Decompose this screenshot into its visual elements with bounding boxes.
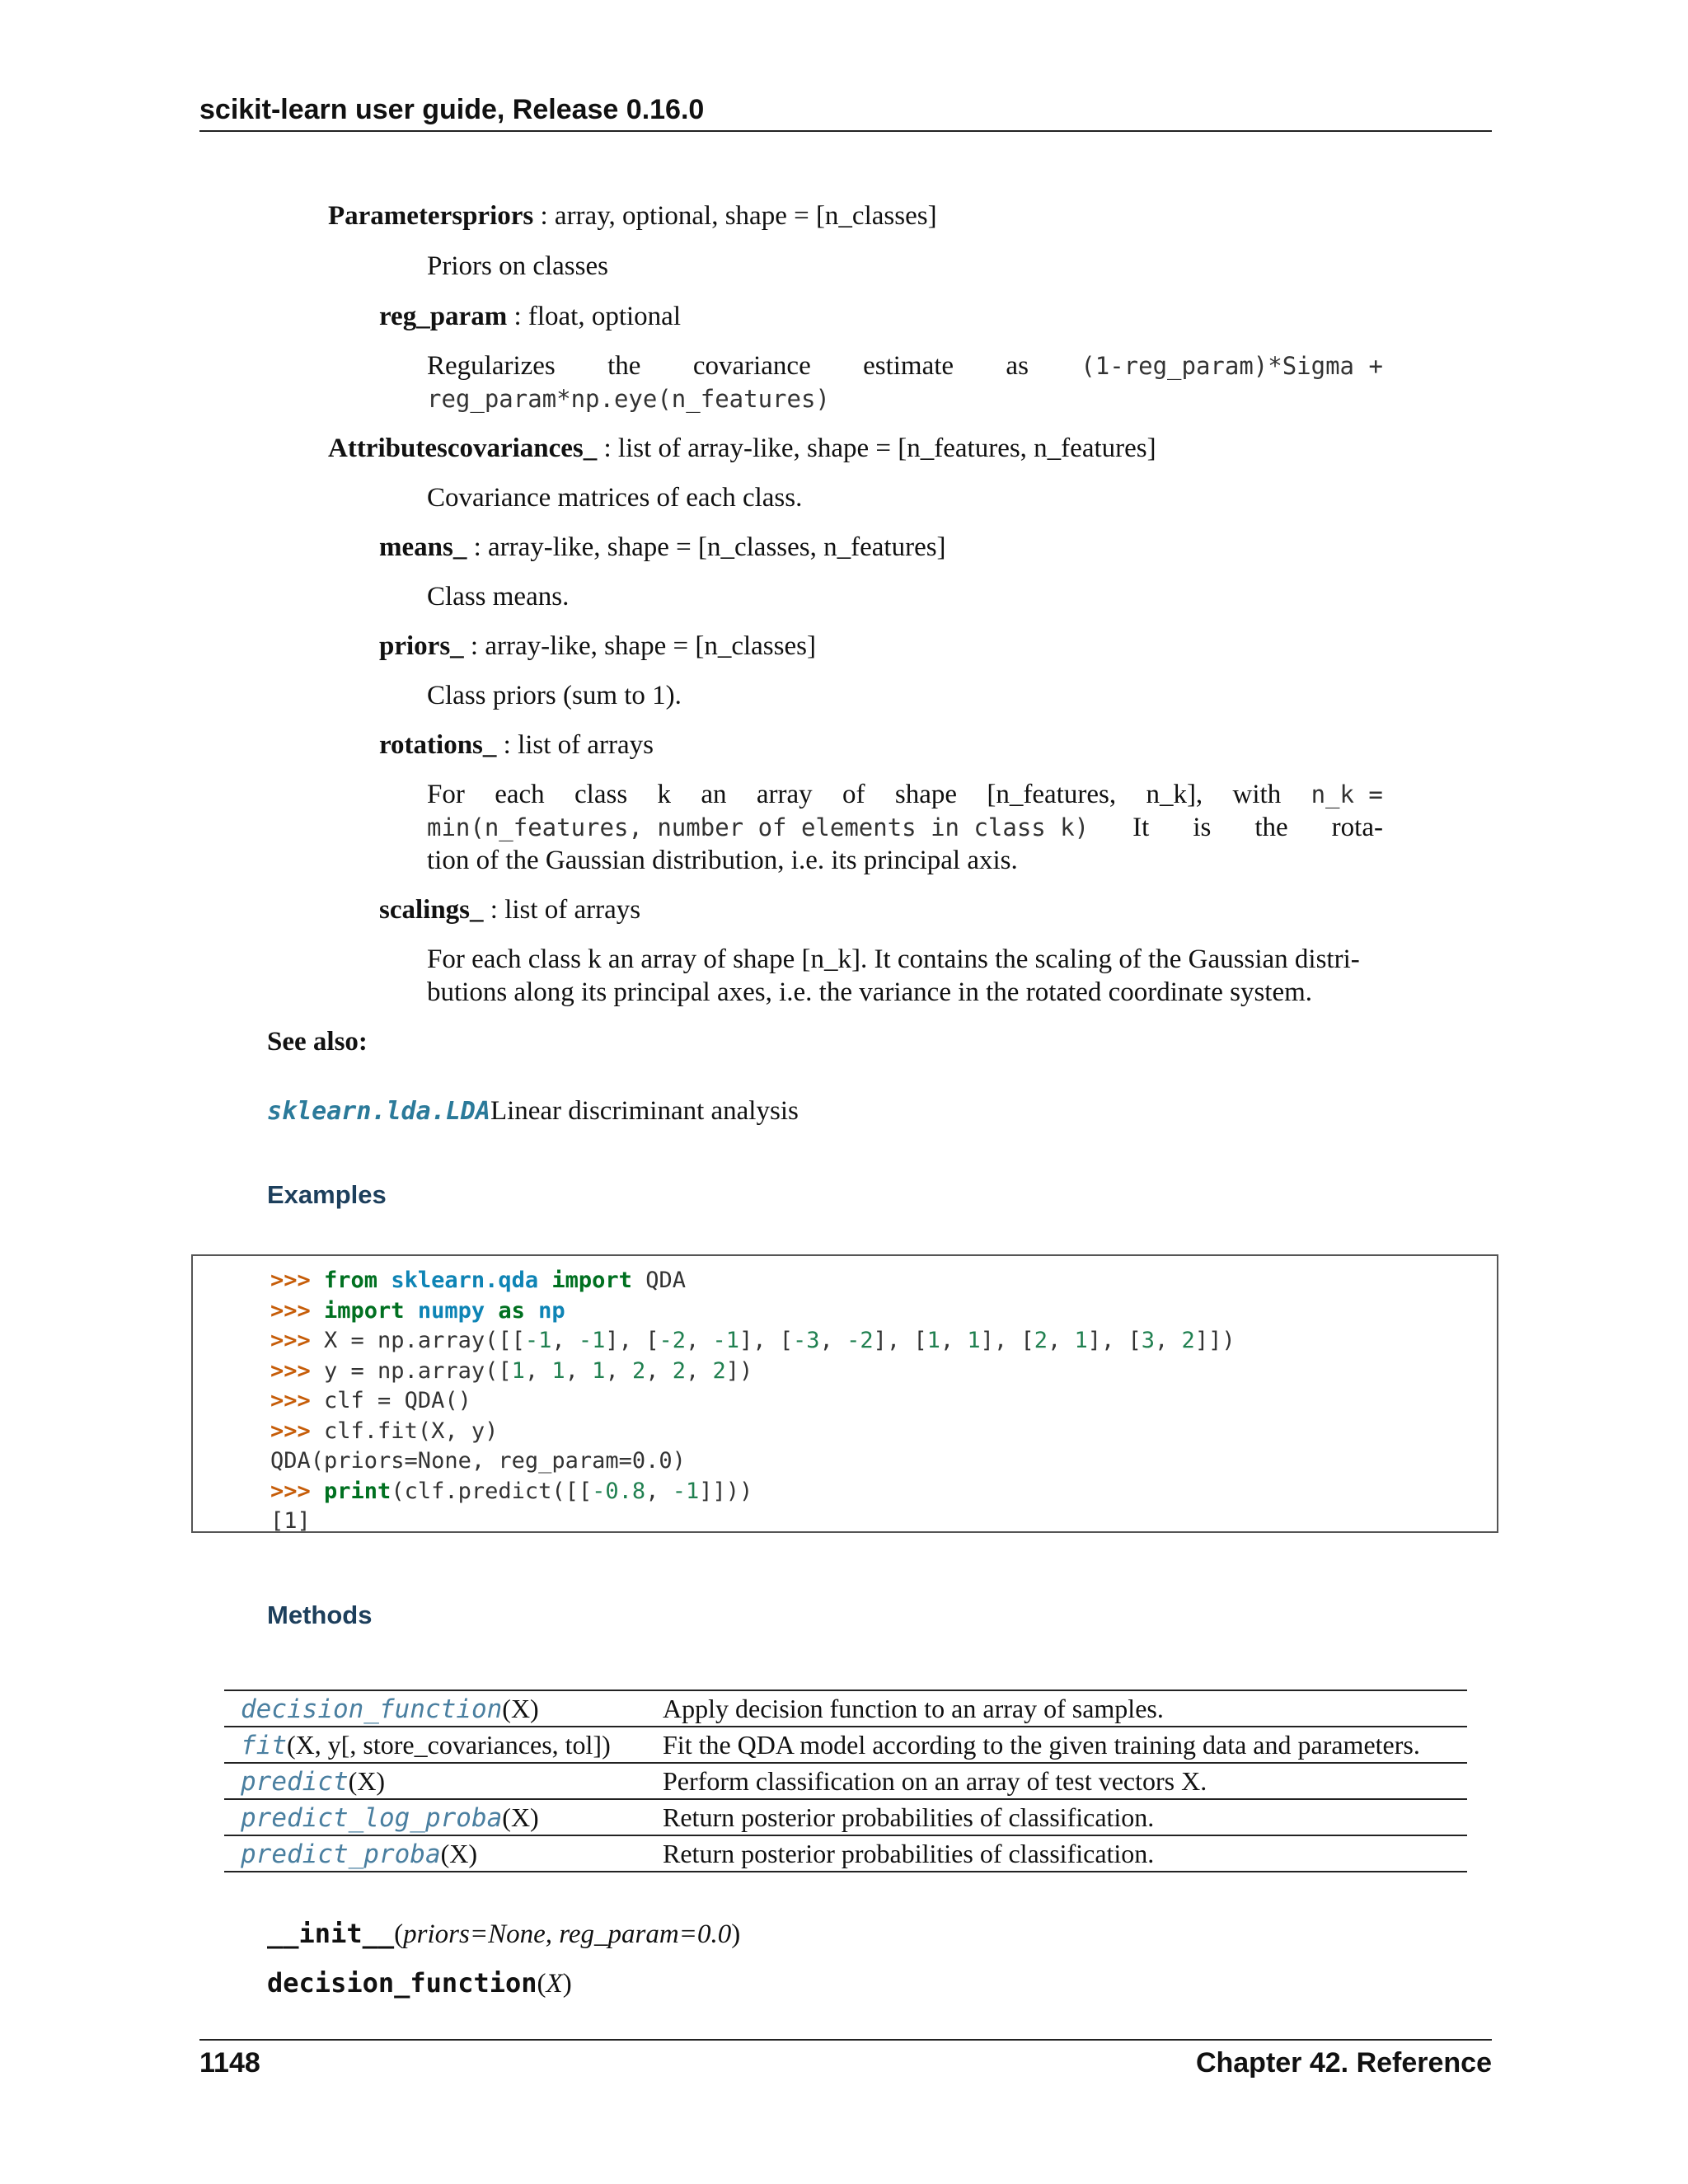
desc-word: an — [701, 780, 727, 809]
signature-decision-function: decision_function(X) — [267, 1967, 572, 1999]
desc-word: n_k], — [1146, 780, 1203, 809]
code-token: import — [551, 1268, 632, 1293]
desc-word: array — [756, 780, 813, 809]
inline-code: min(n_features, number of elements in class k) — [427, 813, 1090, 841]
method-signature-cell — [224, 1763, 646, 1799]
param-reg-param-type: : float, optional — [513, 302, 681, 331]
desc-word: [n_features, — [987, 780, 1117, 809]
code-token: ], [ — [739, 1328, 794, 1353]
code-token: -1 — [712, 1328, 739, 1353]
attr-means-desc: Class means. — [427, 582, 570, 612]
code-token: -3 — [793, 1328, 820, 1353]
code-token: ]) — [725, 1357, 753, 1384]
method-desc: Apply decision function to an array of samples. — [646, 1690, 1467, 1727]
attr-means-type: : array-like, shape = [n_classes, n_features] — [473, 532, 946, 562]
code-token: >>> — [270, 1388, 325, 1413]
code-line — [270, 1357, 753, 1386]
desc-word: shape — [894, 780, 958, 809]
method-link-predict-proba[interactable]: predict_proba — [241, 1840, 441, 1869]
attr-covariances-desc: Covariance matrices of each class. — [427, 483, 803, 513]
table-row — [224, 1835, 1467, 1872]
code-token: clf = QDA() — [324, 1388, 471, 1413]
desc-word: estimate — [863, 351, 954, 381]
attr-covariances-term — [328, 432, 1156, 465]
attr-scalings-desc-line1: For each class k an array of shape [n_k]. It contains the scaling of the Gaussian distri- — [427, 944, 1360, 974]
attr-means-term — [379, 531, 946, 564]
see-also-heading: See also: — [267, 1027, 368, 1057]
code-token: , — [686, 1357, 713, 1384]
code-token: 1 — [1074, 1328, 1088, 1353]
attributes-label: Attributes — [328, 434, 448, 463]
method-desc: Return posterior probabilities of classification. — [646, 1799, 1467, 1835]
code-token — [485, 1298, 498, 1324]
param-priors-name: priors — [462, 201, 534, 231]
code-token: -2 — [659, 1328, 686, 1353]
inline-code: n_k = — [1311, 780, 1383, 808]
param-reg-param-term — [379, 300, 681, 333]
desc-word: as — [1006, 351, 1029, 381]
param-priors-desc: Priors on classes — [427, 251, 608, 281]
method-desc: Fit the QDA model according to the given training data and parameters. — [646, 1727, 1467, 1763]
code-token: , — [605, 1357, 632, 1384]
code-token: 1 — [926, 1328, 940, 1353]
attr-rotations-desc-line1 — [427, 778, 1383, 811]
signature-name: decision_function — [267, 1967, 537, 1999]
attr-covariances-name: covariances_ — [447, 434, 598, 463]
code-line — [270, 1446, 686, 1476]
method-link-predict[interactable]: predict — [241, 1767, 349, 1797]
code-token: >>> — [270, 1297, 325, 1324]
code-token: 2 — [712, 1357, 726, 1384]
code-line — [270, 1386, 471, 1416]
code-line — [270, 1417, 498, 1446]
code-token: , — [645, 1478, 673, 1504]
code-token: 1 — [592, 1357, 606, 1384]
code-token: [1] — [270, 1508, 311, 1534]
code-token: ], [ — [605, 1328, 659, 1353]
code-token: ], [ — [980, 1328, 1034, 1353]
attr-priors-desc: Class priors (sum to 1). — [427, 681, 682, 710]
methods-heading: Methods — [267, 1601, 373, 1629]
code-token — [405, 1298, 418, 1324]
desc-word: with — [1232, 780, 1282, 809]
param-reg-param-desc-line1 — [427, 349, 1383, 382]
code-token: 2 — [631, 1357, 646, 1384]
desc-word: rota- — [1331, 813, 1383, 842]
chapter-label: Chapter 42. Reference — [1195, 2047, 1492, 2079]
running-header: scikit-learn user guide, Release 0.16.0 — [199, 94, 705, 125]
attr-rotations-desc-line3: tion of the Gaussian distribution, i.e. its principal axis. — [427, 846, 1018, 875]
desc-word: k — [657, 780, 672, 809]
code-token: 3 — [1141, 1328, 1156, 1353]
code-token: 1 — [511, 1357, 525, 1384]
code-token: , — [645, 1357, 673, 1384]
code-token: print — [324, 1478, 392, 1504]
code-line — [270, 1266, 686, 1296]
attr-covariances-type: : list of array-like, shape = [n_features, n_features] — [603, 434, 1156, 463]
page-number: 1148 — [199, 2047, 260, 2079]
code-token: 1 — [967, 1328, 981, 1353]
desc-word: class — [574, 780, 628, 809]
code-token: -1 — [578, 1328, 606, 1353]
desc-word: the — [607, 351, 641, 381]
code-line — [270, 1477, 753, 1507]
method-args: (X) — [440, 1839, 478, 1868]
code-token — [377, 1268, 391, 1293]
table-row — [224, 1763, 1467, 1799]
desc-word: the — [1254, 813, 1288, 842]
code-line — [270, 1296, 565, 1326]
method-args: (X) — [502, 1802, 539, 1832]
signature-params: X — [546, 1969, 563, 1999]
inline-code: reg_param*np.eye(n_features) — [427, 385, 830, 413]
code-token: ], [ — [873, 1328, 927, 1353]
code-token: sklearn.qda — [391, 1268, 539, 1293]
param-priors-type: : array, optional, shape = [n_classes] — [540, 201, 937, 231]
table-row — [224, 1690, 1467, 1727]
method-link-predict-log-proba[interactable]: predict_log_proba — [241, 1803, 503, 1833]
code-token: , — [685, 1328, 713, 1353]
code-token: -2 — [846, 1328, 874, 1353]
code-token: 2 — [1034, 1328, 1048, 1353]
code-token: -1 — [672, 1478, 700, 1504]
code-line — [270, 1507, 311, 1536]
code-token: >>> — [270, 1268, 325, 1293]
attr-rotations-type: : list of arrays — [503, 730, 654, 760]
method-signature-cell — [224, 1727, 646, 1763]
method-signature-cell — [224, 1799, 646, 1835]
desc-word: of — [842, 780, 865, 809]
code-token: >>> — [270, 1357, 325, 1384]
desc-word: each — [495, 780, 545, 809]
param-reg-param-desc-line2 — [427, 382, 830, 415]
method-args: (X, y[, store_covariances, tol]) — [287, 1730, 611, 1760]
param-priors-term — [328, 199, 937, 232]
attr-priors-term — [379, 630, 816, 663]
code-token: , — [524, 1357, 552, 1384]
code-token: -0.8 — [592, 1478, 646, 1504]
attr-priors-type: : array-like, shape = [n_classes] — [470, 631, 816, 661]
code-token: as — [498, 1297, 525, 1324]
code-token: , — [1155, 1328, 1182, 1353]
code-token: 2 — [672, 1357, 686, 1384]
code-token: X = np.array([[ — [324, 1328, 525, 1353]
attr-scalings-type: : list of arrays — [490, 895, 641, 925]
code-token: ], [ — [1087, 1328, 1142, 1353]
table-row — [224, 1727, 1467, 1763]
header-rule — [199, 130, 1492, 132]
code-token: ]]) — [1194, 1328, 1236, 1353]
method-args: (X) — [348, 1766, 386, 1796]
desc-word: Regularizes — [427, 351, 556, 381]
code-token: >>> — [270, 1418, 325, 1444]
desc-word: It — [1132, 813, 1150, 842]
code-token: >>> — [270, 1328, 325, 1353]
code-token: -1 — [524, 1328, 552, 1353]
code-token: clf.fit(X, y) — [324, 1418, 499, 1444]
method-link-decision-function[interactable]: decision_function — [241, 1694, 503, 1724]
code-line — [270, 1326, 1236, 1356]
examples-heading: Examples — [267, 1180, 387, 1209]
signature-init: __init__(priors=None, reg_param=0.0) — [267, 1918, 741, 1949]
attr-means-name: means_ — [379, 532, 467, 562]
code-token: import — [324, 1297, 405, 1324]
attr-scalings-desc-line2: butions along its principal axes, i.e. the variance in the rotated coordinate system. — [427, 977, 1313, 1007]
code-token: , — [940, 1328, 968, 1353]
code-token: y = np.array([ — [324, 1357, 512, 1384]
code-token: 2 — [1181, 1328, 1195, 1353]
code-token: 1 — [551, 1357, 565, 1384]
parameters-label: Parameters — [328, 201, 463, 231]
see-also-entry — [267, 1094, 799, 1128]
code-token: (clf.predict([[ — [391, 1478, 593, 1504]
signature-params: priors=None, reg_param=0.0 — [403, 1919, 732, 1949]
desc-word: is — [1193, 813, 1212, 842]
signature-name: __init__ — [267, 1918, 395, 1949]
code-token — [538, 1268, 551, 1293]
methods-table — [224, 1690, 1467, 1872]
method-signature-cell — [224, 1690, 646, 1727]
method-link-fit[interactable]: fit — [241, 1731, 287, 1760]
code-token: QDA — [631, 1268, 686, 1293]
code-token: QDA(priors=None, reg_param=0.0) — [270, 1448, 686, 1474]
attr-rotations-name: rotations_ — [379, 730, 497, 760]
code-example-block[interactable] — [191, 1254, 1498, 1533]
desc-word: For — [427, 780, 465, 809]
inline-code: (1-reg_param)*Sigma + — [1081, 352, 1383, 380]
method-args: (X) — [502, 1694, 539, 1723]
attr-rotations-term — [379, 729, 654, 762]
attr-priors-name: priors_ — [379, 631, 464, 661]
code-token: ]])) — [699, 1478, 753, 1504]
table-row — [224, 1799, 1467, 1835]
attr-rotations-desc-line2 — [427, 811, 1383, 844]
code-token: , — [551, 1328, 579, 1353]
code-token: , — [1047, 1328, 1075, 1353]
param-reg-param-name: reg_param — [379, 302, 508, 331]
see-also-link-lda[interactable]: sklearn.lda.LDA — [267, 1097, 490, 1126]
attr-scalings-name: scalings_ — [379, 895, 484, 925]
code-token: numpy — [417, 1297, 485, 1324]
code-token — [525, 1298, 538, 1324]
desc-word: covariance — [692, 351, 811, 381]
attr-scalings-term — [379, 893, 640, 926]
code-token: from — [324, 1268, 378, 1293]
code-token: np — [538, 1297, 565, 1324]
code-token: , — [819, 1328, 847, 1353]
method-desc: Perform classification on an array of test vectors X. — [646, 1763, 1467, 1799]
code-token: , — [565, 1357, 593, 1384]
footer-rule — [199, 2039, 1492, 2041]
method-signature-cell — [224, 1835, 646, 1872]
see-also-desc: Linear discriminant analysis — [490, 1096, 799, 1126]
method-desc: Return posterior probabilities of classification. — [646, 1835, 1467, 1872]
code-token: >>> — [270, 1478, 325, 1504]
